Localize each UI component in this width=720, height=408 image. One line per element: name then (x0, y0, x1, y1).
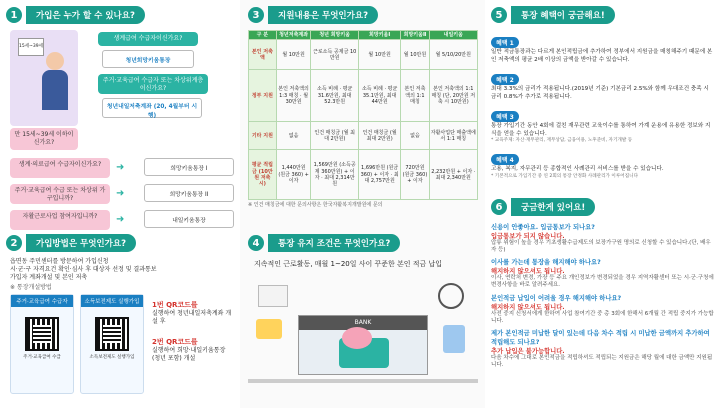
table-header: 청년저축계좌 (276, 31, 311, 40)
table-cell: 본인 저축액의 1:1 매칭 (단, 20만원 저축 시 10만원) (429, 70, 477, 122)
panel-right (485, 0, 720, 408)
benefit-2 (491, 67, 715, 101)
benefit-note: * 기본적으로 가입기간 중 연 2회의 통장 안정화 사례관리가 이루어집니다 (491, 174, 639, 180)
id-card: 15세~39세 (18, 38, 44, 56)
faq-answer: 해지하지 않으셔도 됩니다. (491, 268, 565, 276)
faq-detail: 사전 중지 신청서에게 한하여 사업 참여기간 중 총 3회에 한해서 6개월 간 적립 중지가 가능합니다. (491, 310, 714, 324)
benefit-4 (491, 147, 715, 180)
section-6 (491, 196, 715, 369)
q-livelihood: 생계급여 수급자이신가요? (98, 32, 198, 46)
benefit-tag: 혜택 4 (491, 154, 519, 165)
section-title: 가입은 누가 할 수 있나요? (26, 6, 145, 24)
faq-item (491, 222, 715, 254)
panel-left (0, 0, 240, 408)
table-cell: 소득 비례 · 평균 31.6만원, 최대 52.3만원 (311, 70, 359, 122)
qr2-title: 2번 QR코드를 (152, 337, 198, 346)
table-cell: 없음 (401, 122, 429, 150)
qr-instructions (152, 300, 232, 362)
row-header: 기타 지원 (249, 122, 277, 150)
table-cell: 2,232만원 + 이자 · 최대 2,340만원 (429, 150, 477, 200)
q-housing-edu: 주거·교육급여 수급자 또는 차상위계층이신가요? (98, 74, 208, 94)
table-cell: 1,696만원 (원금 360) + 이자 · 최대 2,757만원 (358, 150, 400, 200)
table-row (249, 150, 478, 200)
section-4 (248, 232, 478, 395)
support-table (248, 30, 478, 200)
result-hope-1: 희망키움통장 I (144, 158, 234, 176)
table-row (249, 40, 478, 70)
benefit-tag: 혜택 1 (491, 37, 519, 48)
benefit-text: 통장 가입기간 동안 4회에 걸친 재무관련 교육이수를 통하여 가계 운용에 유용한 정보와 지식을 얻을 수 있습니다. (491, 123, 711, 137)
bank-sign: BANK (299, 316, 427, 330)
calendar-icon (258, 285, 288, 307)
faq-answer: 추가 납입은 불가능합니다. (491, 347, 565, 355)
faq-item (491, 293, 715, 325)
qr-code-icon[interactable] (95, 317, 129, 351)
faq-question: 본인적금 납입이 어려울 경우 해지해야 하나요? (491, 294, 622, 302)
clock-icon (438, 283, 464, 309)
maintain-condition: 지속적인 근로활동, 매월 1~20일 사이 꾸준한 본인 적금 납입 (254, 260, 443, 268)
faq-answer: 해지하지 않으셔도 됩니다. (491, 303, 565, 311)
section-5 (491, 4, 715, 183)
section-title: 가입방법은 무엇인가요? (26, 234, 136, 252)
row-header: 정부 지원 (249, 70, 277, 122)
qr-card-2 (80, 294, 144, 394)
benefit-text: 일반 적금통장과는 다르게 본인적립금에 추가하여 정부에서 지원금을 매칭해주기 때문에 본인 저축액의 평균 2배 이상의 금액을 받아갈 수 있습니다. (491, 49, 713, 63)
arrow-icon: ➜ (116, 188, 125, 199)
table-cell: 1,569만원 (소득공제 360만원) + 이자 · 최대 2,314만원 (311, 150, 359, 200)
qr-card-1 (10, 294, 74, 394)
table-cell: 월 10만원 (358, 40, 400, 70)
table-cell: 월 10만원 (276, 40, 311, 70)
section-2 (6, 232, 236, 404)
section-title: 통장 유지 조건은 무엇인가요? (268, 234, 400, 252)
section-1 (6, 4, 236, 230)
section-number: 4 (248, 235, 264, 251)
faq-answer: 입금통보가 되지 않습니다. (491, 233, 565, 240)
faq-question: 신용이 안좋아요. 입금통보가 되나요? (491, 224, 595, 231)
qr1-desc: 실행하여 청년내일저축계좌 개설 후 (152, 310, 232, 326)
table-cell: 자활사업단 매출액에서 1:1 매칭 (429, 122, 477, 150)
chart-icon (443, 325, 465, 353)
table-cell: 월 5/10/20만원 (429, 40, 477, 70)
table-row (249, 122, 478, 150)
table-cell: 월 10만원 (401, 40, 429, 70)
benefit-text: 고용, 복지, 자무관리 등 종합적인 사례관리 서비스를 받을 수 있습니다. (491, 166, 664, 173)
arrow-icon: ➜ (116, 162, 125, 173)
account-open-heading: ※ 통장개설방법 (10, 284, 52, 292)
table-cell: 없음 (276, 122, 311, 150)
person-illustration (10, 30, 78, 126)
faq-detail: 압류 위험이 높을 경우 기초생활수급제도의 보장가구원 명의로 신청할 수 있습니다.(단, 배우자 등) (491, 240, 711, 254)
result-youth-tomorrow: 청년내일저축계좌 (20, 4월부터 시행) (102, 98, 202, 118)
section-number: 3 (248, 7, 264, 23)
step-3: 가입자 계좌개설 및 본인 저축 (10, 274, 88, 282)
section-number: 2 (6, 235, 22, 251)
table-header: 내일키움 (429, 31, 477, 40)
section-title: 궁금한게 있어요! (511, 198, 595, 216)
q-self-support: 자활근로사업 참여자입니까? (10, 210, 110, 230)
step-1: 읍면동 주민센터를 방문하여 가입신청 (10, 258, 109, 265)
table-cell: 720만원 (원금 360) + 이자 (401, 150, 429, 200)
section-number: 6 (491, 199, 507, 215)
benefit-1 (491, 30, 715, 64)
qr-caption: 주거·교육급여 수급 (23, 355, 61, 361)
table-header: 청년 희망키움 (311, 31, 359, 40)
table-row (249, 70, 478, 122)
coins-icon (256, 319, 282, 339)
faq-item (491, 328, 715, 369)
section-number: 5 (491, 7, 507, 23)
result-youth-hope: 청년희망키움통장 (102, 50, 194, 68)
section-title: 지원내용은 무엇인가요? (268, 6, 378, 24)
faq-detail: 이사, 연락처 변경, 가장 등 주요 개인정보가 변경되었을 경우 지역자활센터 또는 시·군·구청에 변경사항을 바로 알려주세요. (491, 275, 714, 289)
table-header: 희망키움Ⅱ (401, 31, 429, 40)
qr-code-icon[interactable] (25, 317, 59, 351)
table-cell: 근로소득 공제금 10만원 (311, 40, 359, 70)
step-2: 시·군·구 자격요건 확인·심사 후 대상자 선정 및 결과통보 (10, 266, 157, 274)
faq-question: 이사를 가는데 통장을 해지해야 하나요? (491, 259, 601, 267)
qr-card-2-label: 소득보전제도 실행가입 (81, 295, 143, 307)
q-medical: 생계·의료급여 수급자이신가요? (10, 158, 110, 178)
ground-line (248, 379, 478, 383)
age-question: 만 15세~39세 이하이신가요? (10, 128, 78, 150)
table-header: 구 분 (249, 31, 277, 40)
qr-card-1-label: 주거·교육급여 수급자 (11, 295, 73, 307)
table-cell: 소득 비례 · 평균 35.1만원, 최대 44만원 (358, 70, 400, 122)
benefit-3 (491, 104, 715, 144)
section-3 (248, 4, 478, 209)
arrow-icon: ➜ (116, 214, 125, 225)
person-head (46, 52, 64, 70)
bank-illustration (248, 275, 478, 395)
person-body (42, 70, 68, 110)
faq-detail: 다음 차수에 그대로 본인적금을 적립하셔도 적립되는 지원금은 해당 월에 대한 금액만 지원됩니다. (491, 354, 713, 368)
qr1-title: 1번 QR코드를 (152, 301, 198, 310)
qr2-desc: 실행하여 희망·내일키움통장 (청년 포함) 개설 (152, 346, 226, 362)
benefit-tag: 혜택 3 (491, 111, 519, 122)
table-cell: 인건 매칭금 (월 최대 2만원) (358, 122, 400, 150)
result-hope-2: 희망키움통장 II (144, 184, 234, 202)
table-cell: 본인 저축액의 1:1 매칭 (401, 70, 429, 122)
panel-middle (240, 0, 485, 408)
table-note: ※ 인건 매칭금에 대한 문의사항은 한국자활복지개발원에 문의 (248, 202, 383, 209)
faq-item (491, 257, 715, 289)
section-title: 통장 혜택이 궁금해요! (511, 6, 615, 24)
benefit-tag: 혜택 2 (491, 74, 519, 85)
benefit-text: 최대 3.3%의 금리가 적용됩니다.(2019년 기준) 기본금리 2.5%와 함께 우대조건 충족 시 금리 0.8%가 추가로 적용됩니다. (491, 86, 709, 100)
row-header: 본인 저축액 (249, 40, 277, 70)
qr-caption: 소득보전제도 실행가입 (89, 355, 135, 361)
section-number: 1 (6, 7, 22, 23)
result-tomorrow: 내일키움통장 (144, 210, 234, 228)
table-cell: 본인 저축액의 1:3 매칭 · 월 30만원 (276, 70, 311, 122)
benefit-note: * 교육주제: 자산·재무관리, 재무상담, 금융이용, 노후준비, 자기개발 등 (491, 138, 633, 144)
table-cell: 1,440만원 (원금 360) + 이자 (276, 150, 311, 200)
faq-question: 제가 본인적금 미납한 달이 있는데 다음 차수 적립 시 미납한 금액까지 추가하여 적립해도 되나요? (491, 329, 710, 346)
table-header: 희망키움Ⅰ (358, 31, 400, 40)
row-header: 평균 적립금 (10만원 저축 시) (249, 150, 277, 200)
table-cell: 인건 매칭금 (월 최대 2만원) (311, 122, 359, 150)
q-near-poverty: 주거·교육급여 수급 또는 차상위 가구입니까? (10, 184, 110, 204)
